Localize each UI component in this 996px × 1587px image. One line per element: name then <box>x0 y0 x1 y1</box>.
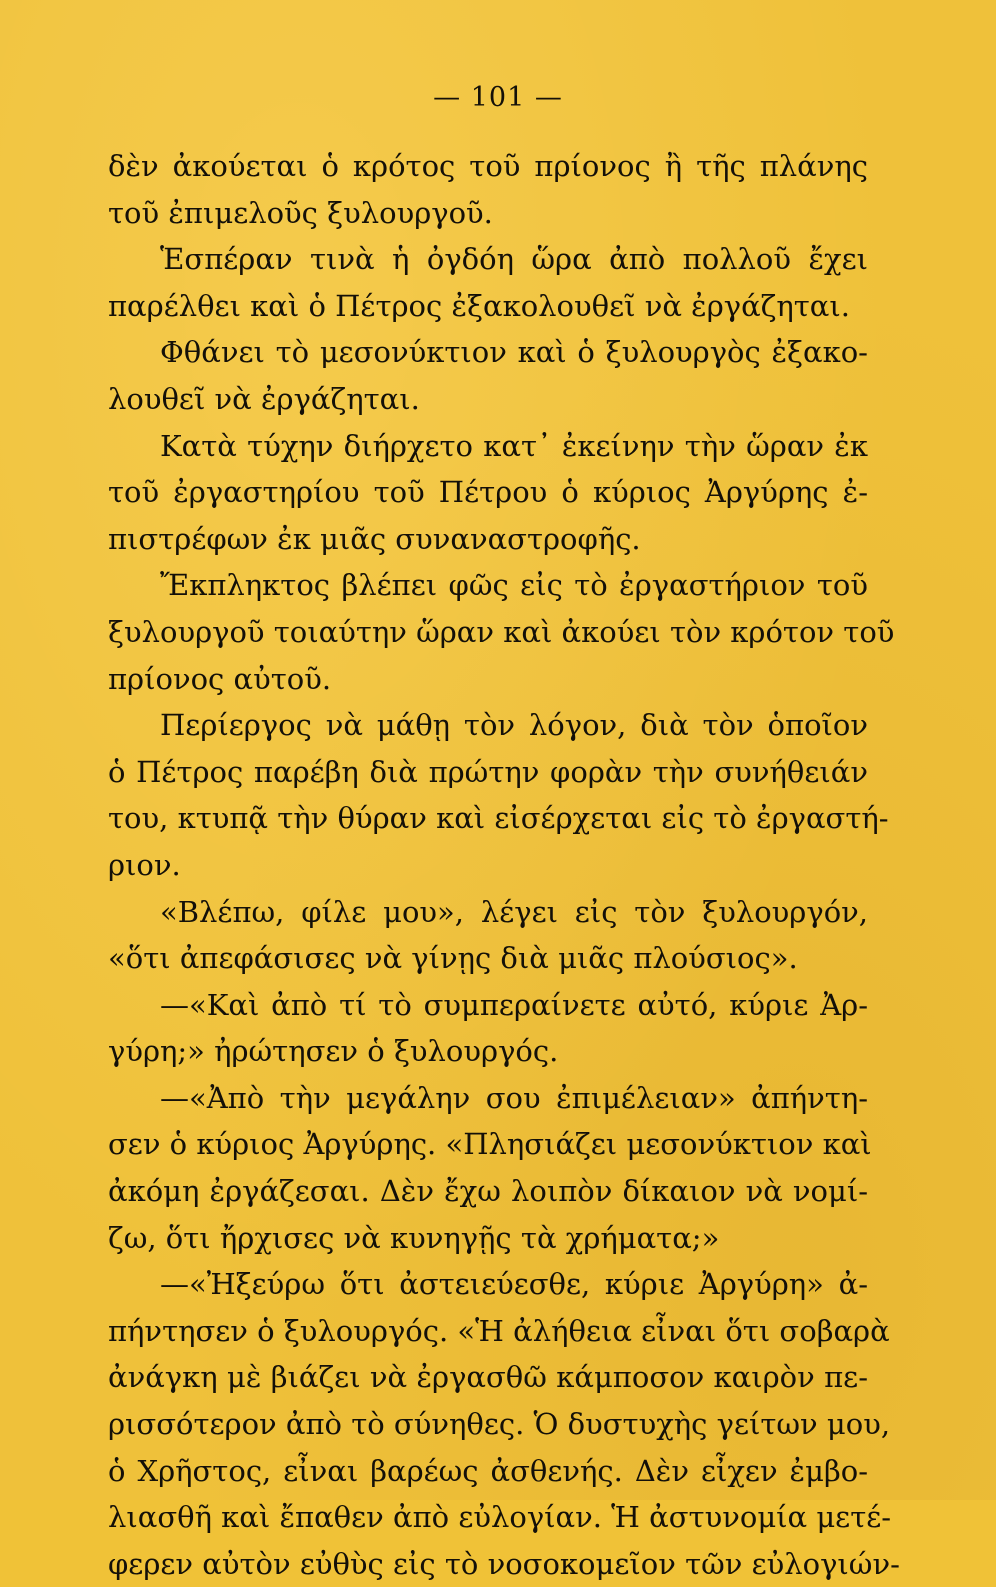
text-line: ἀκόμη ἐργάζεσαι. Δὲν ἔχω λοιπὸν δίκαιον νὰ νομί- <box>108 1174 868 1209</box>
text-line: ἀνάγκη μὲ βιάζει νὰ ἐργασθῶ κάμποσον καιρὸν πε- <box>108 1360 868 1395</box>
text-line: πρίονος αὐτοῦ. <box>108 661 332 696</box>
text-line: τοῦ ἐπιμελοῦς ξυλουργοῦ. <box>108 195 493 230</box>
text-line: ριον. <box>108 847 181 882</box>
text-line: —«Καὶ ἀπὸ τί τὸ συμπεραίνετε αὐτό, κύριε Ἀρ- <box>160 987 868 1022</box>
text-line: «ὅτι ἀπεφάσισες νὰ γίνῃς διὰ μιᾶς πλούσιος». <box>108 941 798 976</box>
text-line: —«Ἠξεύρω ὅτι ἀστειεύεσθε, κύριε Ἀργύρη» ἀ- <box>160 1267 868 1302</box>
text-line: λιασθῆ καὶ ἔπαθεν ἀπὸ εὐλογίαν. Ἡ ἀστυνομία μετέ- <box>108 1500 892 1535</box>
text-line: ρισσότερον ἀπὸ τὸ σύνηθες. Ὁ δυστυχὴς γείτων μου, <box>108 1407 891 1442</box>
text-line: πήντησεν ὁ ξυλουργός. «Ἡ ἀλήθεια εἶναι ὅτι σοβαρὰ <box>108 1313 890 1348</box>
text-line: Κατὰ τύχην διήρχετο κατ᾿ ἐκείνην τὴν ὥραν ἐκ <box>160 428 868 463</box>
text-line: του, κτυπᾷ τὴν θύραν καὶ εἰσέρχεται εἰς τὸ ἐργαστή- <box>108 801 889 836</box>
text-line: λουθεῖ νὰ ἐργάζηται. <box>108 381 420 416</box>
text-line: ὁ Πέτρος παρέβη διὰ πρώτην φορὰν τὴν συνήθειάν <box>108 754 868 789</box>
text-line: Ἔκπληκτος βλέπει φῶς εἰς τὸ ἐργαστήριον τοῦ <box>160 568 868 603</box>
text-body <box>108 143 900 1587</box>
text-line: σεν ὁ κύριος Ἀργύρης. «Πλησιάζει μεσονύκτιον καὶ <box>108 1127 872 1162</box>
text-line: —«Ἀπὸ τὴν μεγάλην σου ἐπιμέλειαν» ἀπήντη- <box>160 1080 868 1115</box>
text-line: τοῦ ἐργαστηρίου τοῦ Πέτρου ὁ κύριος Ἀργύρης ἐ- <box>108 475 868 510</box>
text-line: Ἑσπέραν τινὰ ἡ ὀγδόη ὥρα ἀπὸ πολλοῦ ἔχει <box>160 242 868 277</box>
text-line: παρέλθει καὶ ὁ Πέτρος ἐξακολουθεῖ νὰ ἐργάζηται. <box>108 288 850 323</box>
text-line: ξυλουργοῦ τοιαύτην ὥραν καὶ ἀκούει τὸν κρότον τοῦ <box>108 614 895 649</box>
text-line: φερεν αὐτὸν εὐθὺς εἰς τὸ νοσοκομεῖον τῶν εὐλογιών- <box>108 1546 900 1581</box>
text-line: «Βλέπω, φίλε μου», λέγει εἰς τὸν ξυλουργόν, <box>160 894 868 929</box>
text-line: δὲν ἀκούεται ὁ κρότος τοῦ πρίονος ἢ τῆς πλάνης <box>108 149 868 183</box>
text-line: ζω, ὅτι ἤρχισες νὰ κυνηγῇς τὰ χρήματα;» <box>108 1220 720 1255</box>
page-number: — 101 — <box>433 82 563 113</box>
text-line: Περίεργος νὰ μάθῃ τὸν λόγον, διὰ τὸν ὁποῖον <box>160 708 868 743</box>
text-line: ὁ Χρῆστος, εἶναι βαρέως ἀσθενής. Δὲν εἶχεν ἐμβο- <box>108 1453 868 1488</box>
text-line: γύρη;» ἠρώτησεν ὁ ξυλουργός. <box>108 1034 559 1069</box>
text-line: πιστρέφων ἐκ μιᾶς συναναστροφῆς. <box>108 521 641 556</box>
text-line: Φθάνει τὸ μεσονύκτιον καὶ ὁ ξυλουργὸς ἐξακο- <box>160 335 868 370</box>
